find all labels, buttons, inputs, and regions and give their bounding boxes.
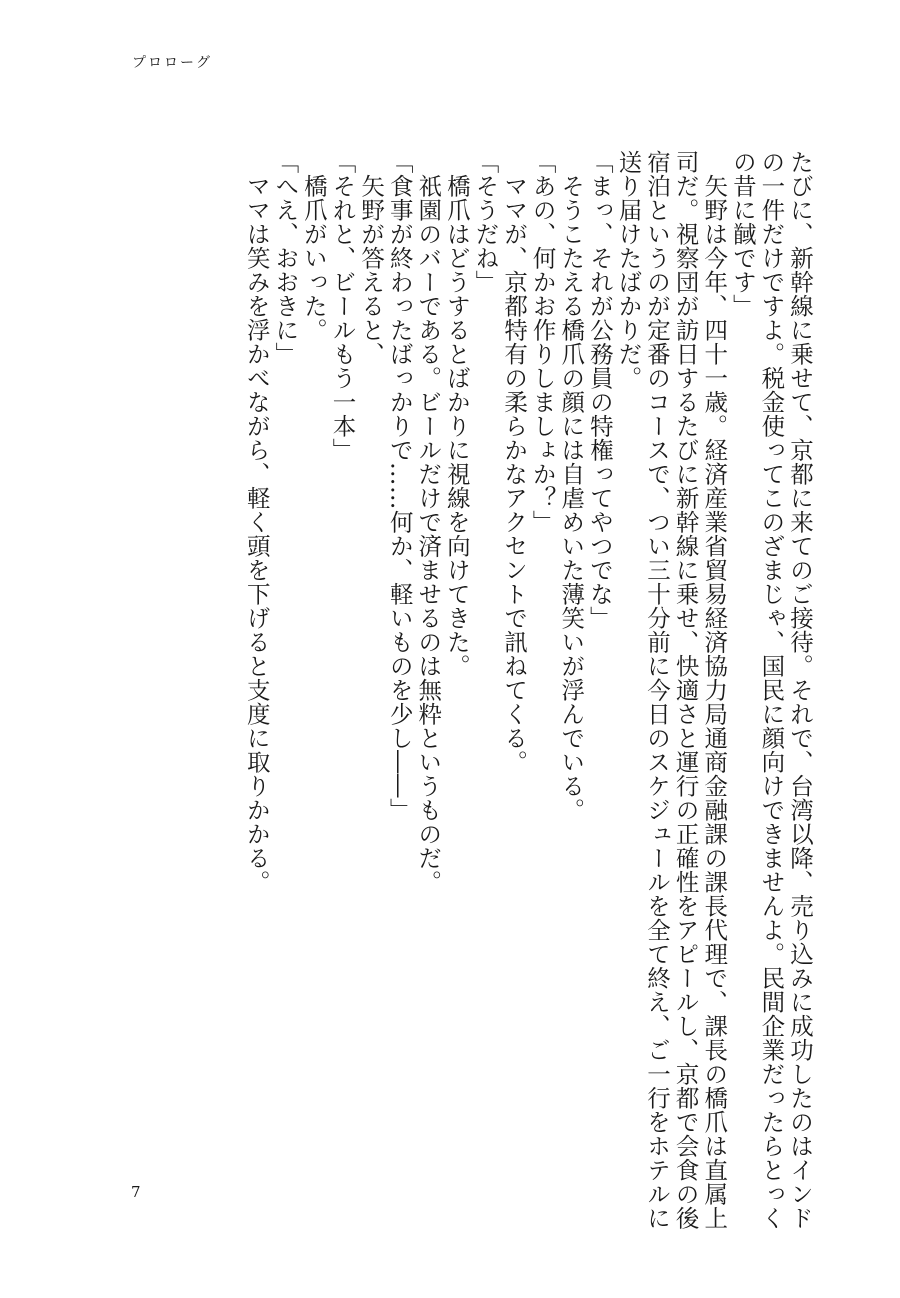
text-line: 祇園のバーである。ビールだけで済ませるのは無粋というものだ。	[414, 150, 443, 894]
text-line: 「あの、何かお作りしましょか？」	[528, 150, 557, 534]
text-line: ママが、京都特有の柔らかなアクセントで訊ねてくる。	[500, 150, 529, 774]
running-title: プロローグ	[132, 55, 212, 71]
vertical-body-text	[242, 150, 814, 1230]
text-line: 矢野が答えると、	[357, 150, 386, 366]
text-line: の一件だけですよ。税金使ってこのざまじゃ、国民に顔向けできませんよ。民間企業だったらとっく	[757, 150, 786, 1230]
text-line: 宿泊というのが定番のコースで、つい三十分前に今日のスケジュールを全て終え、ご一行をホテルに	[643, 150, 672, 1230]
text-line: 司だ。視察団が訪日するたびに新幹線に乗せ、快適さと運行の正確性をアピールし、京都で会食の後	[671, 150, 700, 1230]
text-line: 「そうだね」	[471, 150, 500, 294]
text-line: たびに、新幹線に乗せて、京都に来てのご接待。それで、台湾以降、売り込みに成功したのはインド	[786, 150, 814, 1230]
text-line: 「それと、ビールもう一本」	[328, 150, 357, 462]
text-line: そうこたえる橋爪の顔には自虐めいた薄笑いが浮んでいる。	[557, 150, 586, 822]
text-line: ママは笑みを浮かべながら、軽く頭を下げると支度に取りかかる。	[242, 150, 271, 894]
text-line: 橋爪がいった。	[299, 150, 328, 342]
page-number: 7	[131, 1183, 141, 1201]
text-line: 送り届けたばかりだ。	[614, 150, 643, 390]
text-line: の昔に馘です」	[728, 150, 757, 318]
text-line: 「まっ、それが公務員の特権ってやつでな」	[585, 150, 614, 630]
text-line: 橋爪はどうするとばかりに視線を向けてきた。	[442, 150, 471, 678]
text-line: 矢野は今年、四十一歳。経済産業省貿易経済協力局通商金融課の課長代理で、課長の橋爪は直属上	[700, 150, 729, 1230]
text-line: 「へえ、おおきに」	[271, 150, 300, 366]
text-line: 「食事が終わったばっかりで……何か、軽いものを少し――」	[385, 150, 414, 822]
